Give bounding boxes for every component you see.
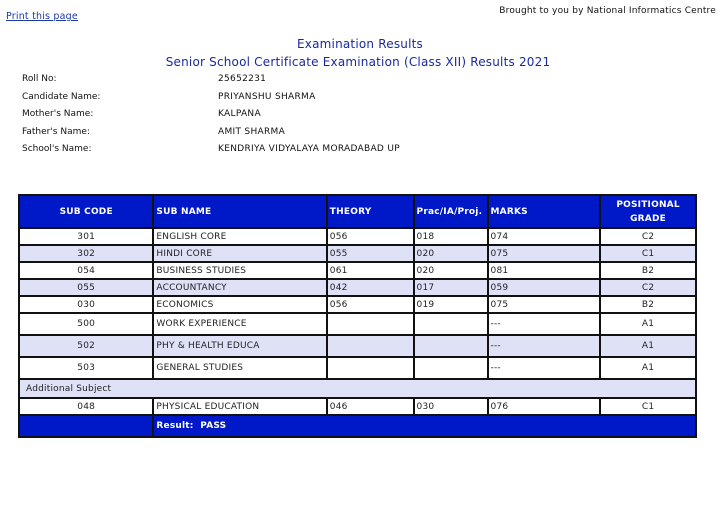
practical-cell: 017 [414,279,488,296]
grade-cell: C1 [600,398,696,415]
school-name-value: KENDRIYA VIDYALAYA MORADABAD UP [218,144,400,154]
marks-cell: 059 [488,279,601,296]
page-title: Examination Results [297,37,423,51]
theory-cell [327,335,414,357]
table-row [19,262,696,279]
sub-code-cell: 301 [19,228,153,245]
mother-name-value: KALPANA [218,109,261,119]
grade-cell: A1 [600,357,696,379]
practical-cell [414,335,488,357]
additional-subject-row [19,379,696,398]
marks-cell: 076 [488,398,601,415]
print-page-link[interactable]: Print this page [6,11,78,22]
result-value: PASS [200,421,227,431]
theory-cell: 055 [327,245,414,262]
father-name-label: Father's Name: [22,126,90,137]
candidate-name-label: Candidate Name: [22,91,101,102]
brought-by-text: Brought to you by National Informatics Centre [499,6,716,16]
theory-cell: 056 [327,228,414,245]
roll-no-value: 25652231 [218,74,267,84]
practical-cell: 020 [414,262,488,279]
sub-code-cell: 055 [19,279,153,296]
marks-cell: 075 [488,245,601,262]
table-row [19,313,696,335]
roll-no-label: Roll No: [22,74,57,84]
sub-name-cell: PHY & HEALTH EDUCA [153,335,326,357]
header-marks: MARKS [488,195,601,228]
grade-cell: C1 [600,245,696,262]
result-spacer-cell [19,415,153,437]
father-name-value: AMIT SHARMA [218,126,286,137]
result-cell [153,415,696,437]
header-theory: THEORY [327,195,414,228]
practical-cell [414,357,488,379]
result-row [19,415,696,437]
additional-subject-label: Additional Subject [19,379,696,398]
practical-cell [414,313,488,335]
marks-cell: --- [488,313,601,335]
sub-name-cell: BUSINESS STUDIES [153,262,326,279]
sub-code-cell: 030 [19,296,153,313]
marks-cell: 075 [488,296,601,313]
table-row [19,398,696,415]
sub-code-cell: 503 [19,357,153,379]
grade-cell: A1 [600,335,696,357]
marks-cell: 081 [488,262,601,279]
marks-cell: 074 [488,228,601,245]
grade-cell: B2 [600,296,696,313]
school-name-label: School's Name: [22,144,92,154]
top-bar [0,0,720,24]
marks-cell: --- [488,357,601,379]
sub-code-cell: 502 [19,335,153,357]
mother-name-label: Mother's Name: [22,109,94,119]
sub-name-cell: HINDI CORE [153,245,326,262]
sub-code-cell: 048 [19,398,153,415]
grade-cell: C2 [600,279,696,296]
practical-cell: 030 [414,398,488,415]
sub-code-cell: 054 [19,262,153,279]
sub-name-cell: PHYSICAL EDUCATION [153,398,326,415]
theory-cell: 042 [327,279,414,296]
table-row [19,245,696,262]
sub-name-cell: GENERAL STUDIES [153,357,326,379]
sub-name-cell: ECONOMICS [153,296,326,313]
header-sub-code: SUB CODE [19,195,153,228]
page-subtitle: Senior School Certificate Examination (Class XII) Results 2021 [165,55,551,69]
result-label: Result: [156,421,194,431]
table-header-row [19,195,696,228]
grade-cell: A1 [600,313,696,335]
practical-cell: 020 [414,245,488,262]
practical-cell: 019 [414,296,488,313]
header-sub-name: SUB NAME [153,195,326,228]
grade-cell: C2 [600,228,696,245]
sub-name-cell: WORK EXPERIENCE [153,313,326,335]
table-row [19,279,696,296]
practical-cell: 018 [414,228,488,245]
header-positional-grade: POSITIONAL GRADE [600,195,696,228]
sub-code-cell: 500 [19,313,153,335]
candidate-name-value: PRIYANSHU SHARMA [218,91,316,102]
theory-cell: 046 [327,398,414,415]
marks-table [18,194,697,438]
marks-cell: --- [488,335,601,357]
theory-cell [327,357,414,379]
sub-name-cell: ACCOUNTANCY [153,279,326,296]
sub-name-cell: ENGLISH CORE [153,228,326,245]
table-row [19,335,696,357]
table-row [19,296,696,313]
grade-cell: B2 [600,262,696,279]
theory-cell: 061 [327,262,414,279]
theory-cell [327,313,414,335]
sub-code-cell: 302 [19,245,153,262]
table-row [19,357,696,379]
theory-cell: 056 [327,296,414,313]
table-row [19,228,696,245]
header-practical: Prac/IA/Proj. [414,195,488,228]
